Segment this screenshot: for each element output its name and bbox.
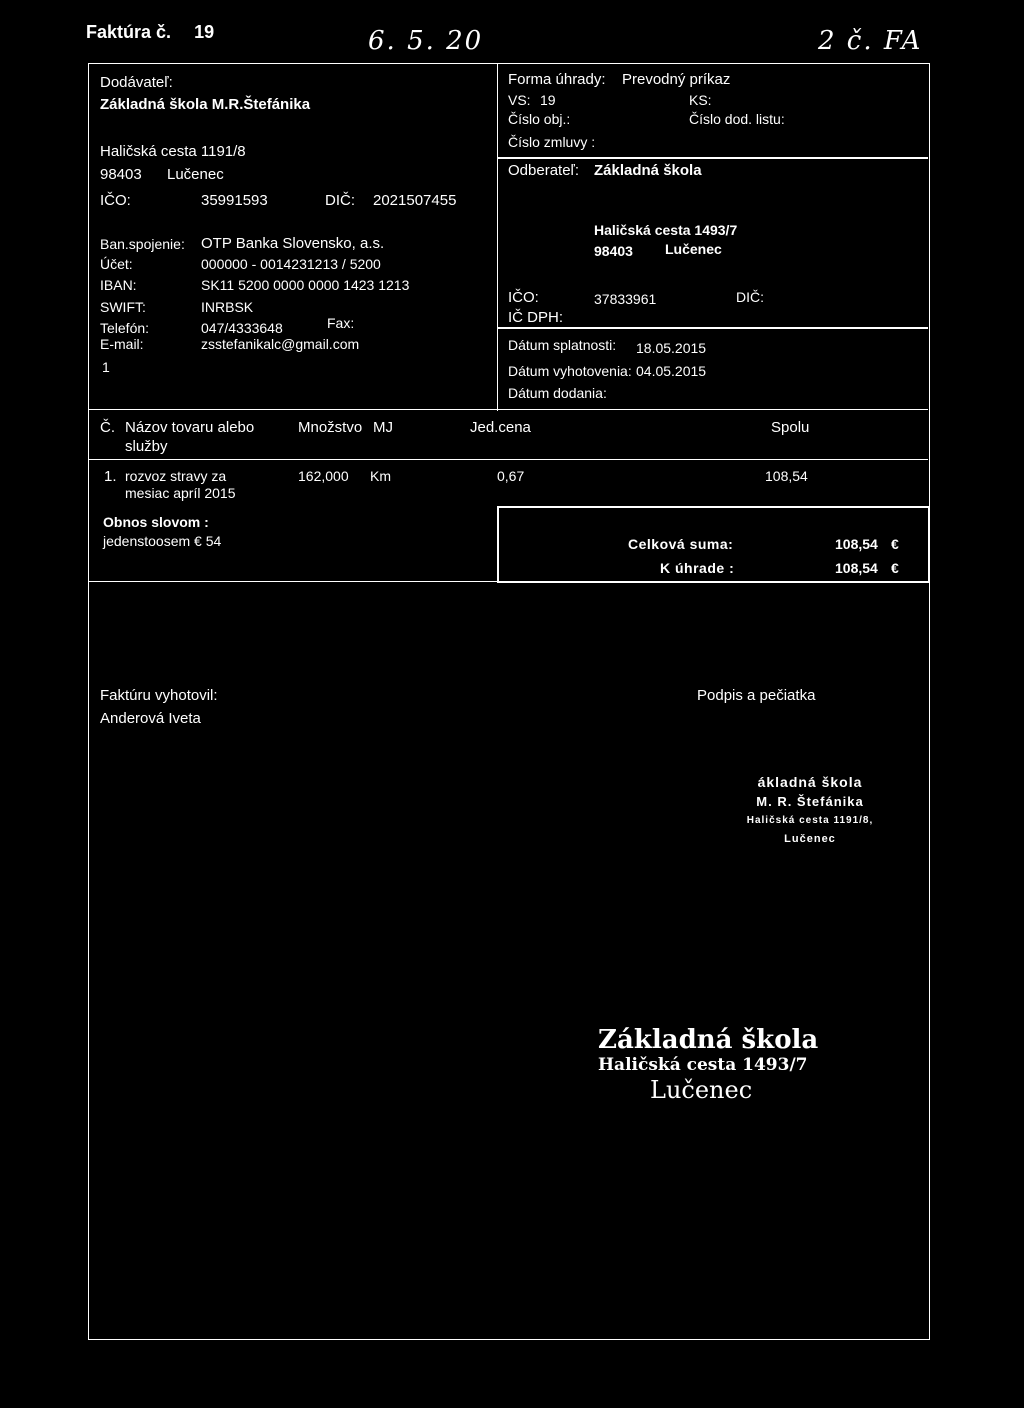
total-sum-label: Celková suma: [628,536,734,552]
supplier-ico-label: IČO: [100,192,131,209]
col-header-total: Spolu [771,419,810,436]
customer-box-bottom [497,327,928,329]
customer-ico-label: IČO: [508,289,539,306]
issued-by-name: Anderová Iveta [100,710,201,727]
table-header-line [88,459,928,460]
customer-box-top [497,157,928,159]
row-qty: 162,000 [298,468,349,484]
col-header-unit: MJ [373,419,393,436]
iban-label: IBAN: [100,277,137,293]
col-header-qty: Množstvo [298,419,363,436]
supplier-stamp-line2: M. R. Štefánika [756,794,864,809]
due-date-value: 18.05.2015 [636,340,707,356]
total-sum-currency: € [891,536,899,552]
vs-value: 19 [540,92,556,108]
invoice-number: 19 [194,22,215,42]
phone-label: Telefón: [100,320,150,336]
order-number-label: Číslo obj.: [508,111,571,127]
total-sum-value: 108,54 [835,536,878,552]
row-no: 1. [104,468,117,485]
supplier-heading: Dodávateľ: [100,74,173,91]
bank-label: Ban.spojenie: [100,236,185,252]
supplier-zip: 98403 [100,166,142,183]
customer-stamp-line3: Lučenec [650,1076,753,1104]
account-label: Účet: [100,256,133,272]
ks-label: KS: [689,92,712,108]
customer-dic-label: DIČ: [736,289,764,305]
amount-words-value: jedenstoosem € 54 [103,533,222,549]
signature-label: Podpis a pečiatka [697,687,816,704]
email-label: E-mail: [100,336,144,352]
row-name-line2: mesiac apríl 2015 [125,485,236,501]
customer-icdph-label: IČ DPH: [508,309,564,326]
row-name: rozvoz stravy za [125,468,227,484]
row-price: 0,67 [497,468,525,484]
invoice-title [86,22,214,43]
table-top-line [88,409,928,410]
customer-stamp-line1: Základná škola [598,1025,819,1055]
customer-stamp-line2: Haličská cesta 1493/7 [598,1055,808,1075]
customer-city: Lučenec [665,241,722,257]
account-number: 000000 - 0014231213 / 5200 [201,256,381,272]
bank-name: OTP Banka Slovensko, a.s. [201,235,385,252]
delivery-date-label: Dátum dodania: [508,385,607,401]
col-header-name-line2: služby [125,438,168,455]
customer-heading: Odberateľ: [508,162,580,179]
supplier-stamp [730,773,890,849]
phone-value: 047/4333648 [201,320,283,336]
customer-stamp [598,1026,818,1104]
handwritten-reference: 2 č. FA [818,26,923,56]
row-total: 108,54 [765,468,808,484]
amount-due-currency: € [891,560,899,576]
customer-zip: 98403 [594,243,633,259]
amount-due-label: K úhrade : [660,560,735,576]
email-value: zsstefanikalc@gmail.com [201,336,360,352]
supplier-stamp-line4: Lučenec [784,833,836,845]
contract-number-label: Číslo zmluvy : [508,134,596,150]
supplier-stamp-line3: Haličská cesta 1191/8, [746,815,874,826]
fax-label: Fax: [327,315,355,331]
vs-label: VS: [508,92,531,108]
column-divider [497,63,498,411]
col-header-name: Názov tovaru alebo [125,419,255,436]
iban-value: SK11 5200 0000 0000 1423 1213 [201,277,410,293]
supplier-dic-label: DIČ: [325,192,355,209]
amount-due-value: 108,54 [835,560,878,576]
supplier-city: Lučenec [167,166,224,183]
col-header-price: Jed.cena [470,419,531,436]
supplier-dic: 2021507455 [373,192,457,209]
col-header-no: Č. [100,419,115,436]
handwritten-date: 6. 5. 20 [368,26,484,56]
issue-date-value: 04.05.2015 [636,363,707,379]
issue-date-label: Dátum vyhotovenia: [508,363,632,379]
row-unit: Km [370,468,391,484]
delivery-note-label: Číslo dod. listu: [689,111,785,127]
totals-bottom-line [88,581,928,582]
supplier-stamp-line1: ákladná škola [757,774,863,790]
invoice-title-label: Faktúra č. [86,22,172,42]
bank-note: 1 [102,359,110,375]
customer-street: Haličská cesta 1493/7 [594,222,738,238]
swift-label: SWIFT: [100,299,146,315]
customer-ico: 37833961 [594,291,657,307]
due-date-label: Dátum splatnosti: [508,337,617,353]
swift-value: INRBSK [201,299,254,315]
payment-method-label: Forma úhrady: [508,71,606,88]
amount-words-label: Obnos slovom : [103,514,209,530]
supplier-ico: 35991593 [201,192,268,209]
issued-by-label: Faktúru vyhotovil: [100,687,218,704]
supplier-name: Základná škola M.R.Štefánika [100,96,311,113]
supplier-street: Haličská cesta 1191/8 [100,143,246,160]
customer-name: Základná škola [594,162,702,179]
payment-method: Prevodný príkaz [622,71,731,88]
